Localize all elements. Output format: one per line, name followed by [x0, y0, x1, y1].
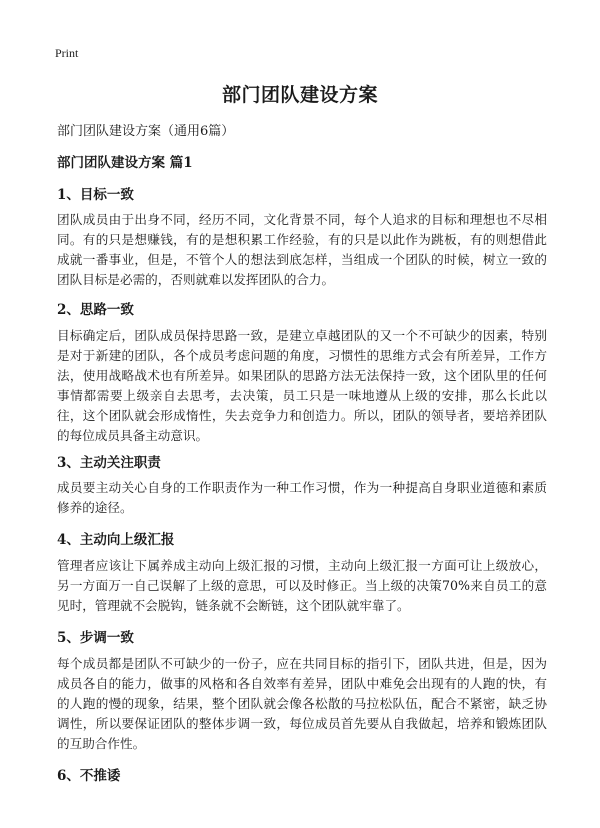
- part-heading: 部门团队建设方案 篇1: [57, 155, 193, 171]
- section-body-3: 成员要主动关心自身的工作职责作为一种工作习惯，作为一种提高自身职业道德和素质修养的途径。: [57, 480, 547, 515]
- section-body-4: 管理者应该让下属养成主动向上级汇报的习惯，主动向上级汇报一方面可让上级放心，另一方面万一自己误解了上级的意思，可以及时修正。当上级的决策70%来自员工的意见时，管理就不会脱钩，链条就不会断链，这个团队就牢靠了。: [57, 558, 547, 613]
- page-title: 部门团队建设方案: [221, 84, 378, 106]
- section-body-1: 团队成员由于出身不同，经历不同，文化背景不同，每个人追求的目标和理想也不尽相同。有的只是想赚钱，有的是想积累工作经验，有的只是以此作为跳板，有的则想借此成就一番事业，但是，不管个人的想法到底怎样，当组成一个团队的时候，树立一致的团队目标是必需的，否则就难以发挥团队的合力。: [57, 212, 547, 287]
- section-body-2: 目标确定后，团队成员保持思路一致，是建立卓越团队的又一个不可缺少的因素，特别是对于新建的团队，各个成员考虑问题的角度，习惯性的思维方式会有所差异，工作方法，使用战略战术也有所差异。如果团队的思路方法无法保持一致，这个团队里的任何事情都需要上级亲自去思考，去决策，员工只是一味地遵从上级的安排，那么长此以往，这个团队就会形成惰性，失去竞争力和创造力。所以，团队的领导者，要培养团队的每位成员具备主动意识。: [57, 328, 547, 443]
- section-heading-2: 2、思路一致: [57, 302, 134, 318]
- section-heading-6: 6、不推诿: [57, 768, 121, 784]
- section-body-5: 每个成员都是团队不可缺少的一份子，应在共同目标的指引下，团队共进，但是，因为成员各自的能力，做事的风格和各自效率有差异，团队中难免会出现有的人跑的快，有的人跑的慢的现象，结果，整个团队就会像各松散的马拉松队伍，配合不紧密，缺乏协调性，所以要保证团队的整体步调一致，每位成员首先要从自我做起，培养和锻炼团队的互助合作性。: [57, 656, 547, 751]
- section-heading-4: 4、主动向上级汇报: [57, 532, 175, 548]
- print-link[interactable]: Print: [55, 46, 79, 60]
- section-heading-1: 1、目标一致: [57, 187, 134, 203]
- document-subtitle: 部门团队建设方案（通用6篇）: [57, 124, 235, 139]
- section-heading-3: 3、主动关注职责: [57, 455, 161, 471]
- section-heading-5: 5、步调一致: [57, 630, 134, 646]
